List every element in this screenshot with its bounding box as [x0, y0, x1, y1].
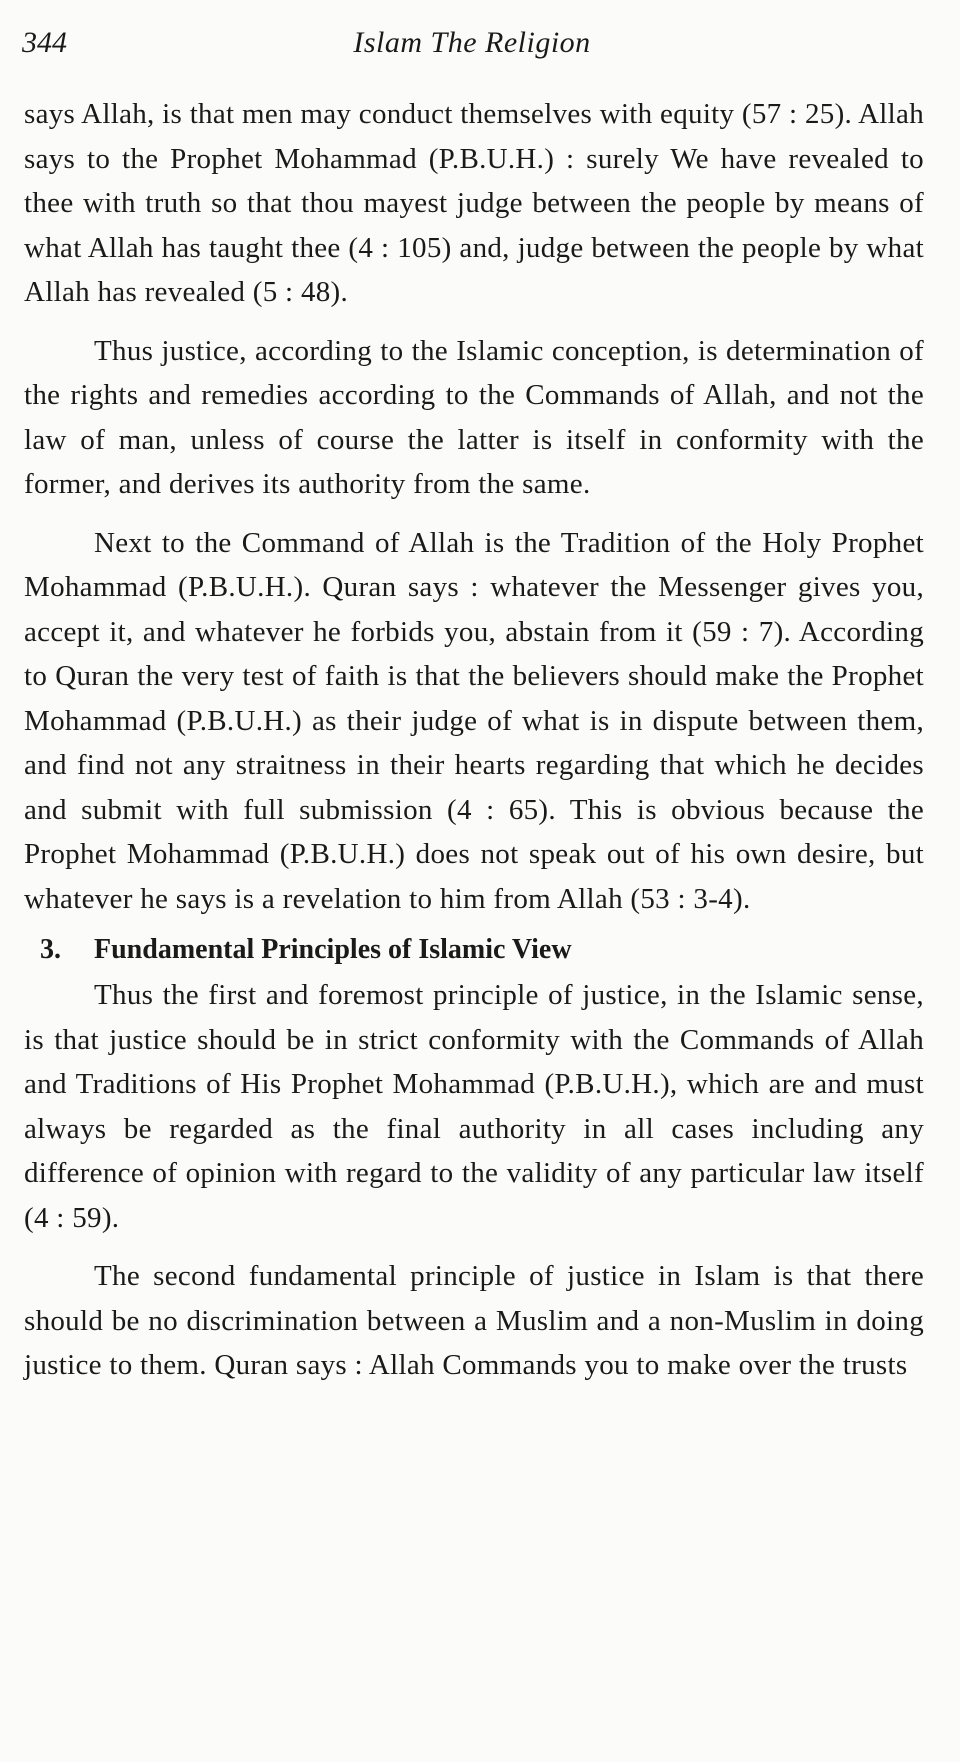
section-title: Fundamental Principles of Islamic View	[94, 934, 572, 965]
running-title: Islam The Religion	[353, 26, 591, 59]
paragraph-justice-conception: Thus justice, according to the Islamic conception, is determination of the rights and remedies according to the Commands of Allah, and not the law of man, unless of course the latter is itself in conformity with the former, and derives its authority from the same.	[24, 334, 924, 500]
paragraph-continuation: says Allah, is that men may conduct themselves with equity (57 : 25). Allah says to the Prophet Mohammad (P.B.U.H.) : surely We have revealed to thee with truth so that thou mayest judge between the people by means of what Allah has taught thee (4 : 105) and, judge between the people by what Allah has revealed (5 : 48).	[24, 98, 924, 308]
section-heading	[24, 927, 924, 973]
page-number: 344	[22, 26, 67, 59]
paragraph-second-principle: The second fundamental principle of justice in Islam is that there should be no discrimination between a Muslim and a non-Muslim in doing justice to them. Quran says : Allah Commands you to make over the trusts	[24, 1260, 924, 1381]
section-number: 3.	[40, 934, 61, 965]
paragraph-spacer	[24, 507, 924, 521]
paragraph-tradition: Next to the Command of Allah is the Tradition of the Holy Prophet Mohammad (P.B.U.H.). Quran says : whatever the Messenger gives you, accept it, and whatever he forbids you, abstain from it (59 : 7). According to Quran the very test of faith is that the believers should make the Prophet Mohammad (P.B.U.H.) as their judge of what is in dispute between them, and find not any straitness in their hearts regarding that which he decides and submit with full submission (4 : 65). This is obvious because the Prophet Mohammad (P.B.U.H.) does not speak out of his own desire, but whatever he says is a revelation to him from Allah (53 : 3-4).	[24, 526, 924, 915]
body-text	[24, 92, 924, 1388]
page-header	[22, 26, 922, 66]
paragraph-spacer	[24, 1240, 924, 1254]
paragraph-first-principle: Thus the first and foremost principle of justice, in the Islamic sense, is that justice should be in strict conformity with the Commands of Allah and Traditions of His Prophet Mohammad (P.B.U.H.), which are and must always be regarded as the final authority in all cases including any difference of opinion with regard to the validity of any particular law itself (4 : 59).	[24, 979, 924, 1234]
paragraph-spacer	[24, 315, 924, 329]
